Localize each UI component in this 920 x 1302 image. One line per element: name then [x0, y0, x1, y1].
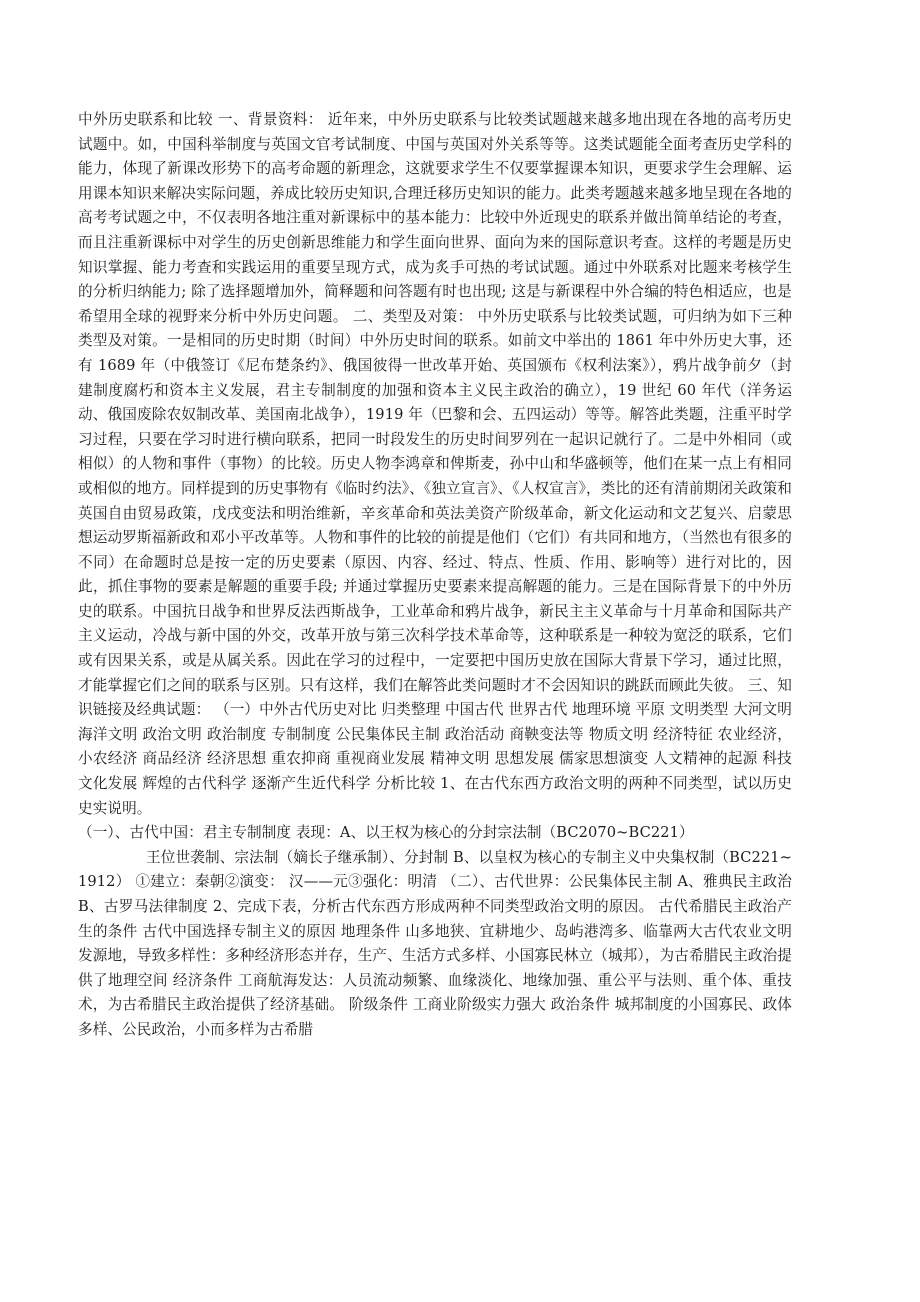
- paragraph-ancient-china: （一）、古代中国：君主专制制度 表现：A、以王权为核心的分封宗法制（BC2070~BC221）: [78, 824, 694, 842]
- paragraph-intro: 中外历史联系和比较 一、背景资料： 近年来，中外历史联系与比较类试题越来越多地出现在各地的高考历史试题中。如，中国科举制度与英国文官考试制度、中国与英国对外关系等等。这类试题能全面考查历史学科的能力，体现了新课改形势下的高考命题的新理念，这就要求学生不仅要掌握课本知识，更要求学生会理解、运用课本知识来解决实际问题，养成比较历史知识,合理迁移历史知识的能力。此类考题越来越多地呈现在各地的高考考试题之中，不仅表明各地注重对新课标中的基本能力：比较中外近现史的联系并做出简单结论的考查，而且注重新课标中对学生的历史创新思维能力和学生面向世界、面向为来的国际意识考查。这样的考题是历史知识掌握、能力考查和实践运用的重要呈现方式，成为炙手可热的考试试题。通过中外联系对比题来考核学生的分析归纳能力; 除了选择题增加外，简释题和问答题有时也出现; 这是与新课程中外合编的特色相适应，也是希望用全球的视野来分析中外历史问题。 二、类型及对策： 中外历史联系与比较类试题，可归纳为如下三种类型及对策。一是相同的历史时期（时间）中外历史时间的联系。如前文中举出的 1861 年中外历史大事，还有 1689 年（中俄签订《尼布楚条约》、俄国彼得一世改革开始、英国颁布《权利法案》），鸦片战争前夕（封建制度腐朽和资本主义发展，君主专制制度的加强和资本主义民主政治的确立），19 世纪 60 年代（洋务运动、俄国废除农奴制改革、美国南北战争），1919 年（巴黎和会、五四运动）等等。解答此类题，注重平时学习过程，只要在学习时进行横向联系，把同一时段发生的历史时间罗列在一起识记就行了。二是中外相同（或相似）的人物和事件（事物）的比较。历史人物李鸿章和俾斯麦，孙中山和华盛顿等，他们在某一点上有相同或相似的地方。同样提到的历史事物有《临时约法》、《独立宣言》、《人权宣言》，类比的还有清前期闭关政策和英国自由贸易政策，戊戌变法和明治维新，辛亥革命和英法美资产阶级革命，新文化运动和文艺复兴、启蒙思想运动罗斯福新政和邓小平改革等。人物和事件的比较的前提是他们（它们）有共同和地方，（当然也有很多的不同）在命题时总是按一定的历史要素（原因、内容、经过、特点、性质、作用、影响等）进行对比的，因此，抓住事物的要素是解题的重要手段; 并通过掌握历史要素来提高解题的能力。三是在国际背景下的中外历史的联系。中国抗日战争和世界反法西斯战争，工业革命和鸦片战争，新民主主义革命与十月革命和国际共产主义运动，冷战与新中国的外交，改革开放与第三次科学技术革命等，这种联系是一种较为宽泛的联系，它们或有因果关系，或是从属关系。因此在学习的过程中，一定要把中国历史放在国际大背景下学习，通过比照，才能掌握它们之间的联系与区别。只有这样，我们在解答此类问题时才不会因知识的跳跃而顾此失彼。 三、知识链接及经典试题： （一）中外古代历史对比 归类整理 中国古代 世界古代 地理环境 平原 文明类型 大河文明 海洋文明 政治文明 政治制度 专制制度 公民集体民主制 政治活动 商鞅变法等 物质文明 经济特征 农业经济，小农经济 商品经济 经济思想 重农抑商 重视商业发展 精神文明 思想发展 儒家思想演变 人文精神的起源 科技文化发展 辉煌的古代科学 逐渐产生近代科学 分析比较 1、在古代东西方政治文明的两种不同类型，试以历史史实说明。: [78, 111, 792, 817]
- document-text-body: [78, 108, 792, 1043]
- paragraph-hereditary-system: 王位世袭制、宗法制（嫡长子继承制）、分封制 B、以皇权为核心的专制主义中央集权制（BC221~1912） ①建立：秦朝②演变： 汉——元③强化：明清 （二）、古代世界：公民集体民主制 A、雅典民主政治 B、古罗马法律制度 2、完成下表，分析古代东西方形成两种不同类型政治文明的原因。 古代希腊民主政治产生的条件 古代中国选择专制主义的原因 地理条件 山多地狭、宜耕地少、岛屿港湾多、临靠两大古代农业文明发源地，导致多样性：多种经济形态并存，生产、生活方式多样、小国寡民林立（城邦），为古希腊民主政治提供了地理空间 经济条件 工商航海发达：人员流动频繁、血缘淡化、地缘加强、重公平与法则、重个体、重技术，为古希腊民主政治提供了经济基础。 阶级条件 工商业阶级实力强大 政治条件 城邦制度的小国寡民、政体多样、公民政治，小而多样为古希腊: [78, 848, 792, 1038]
